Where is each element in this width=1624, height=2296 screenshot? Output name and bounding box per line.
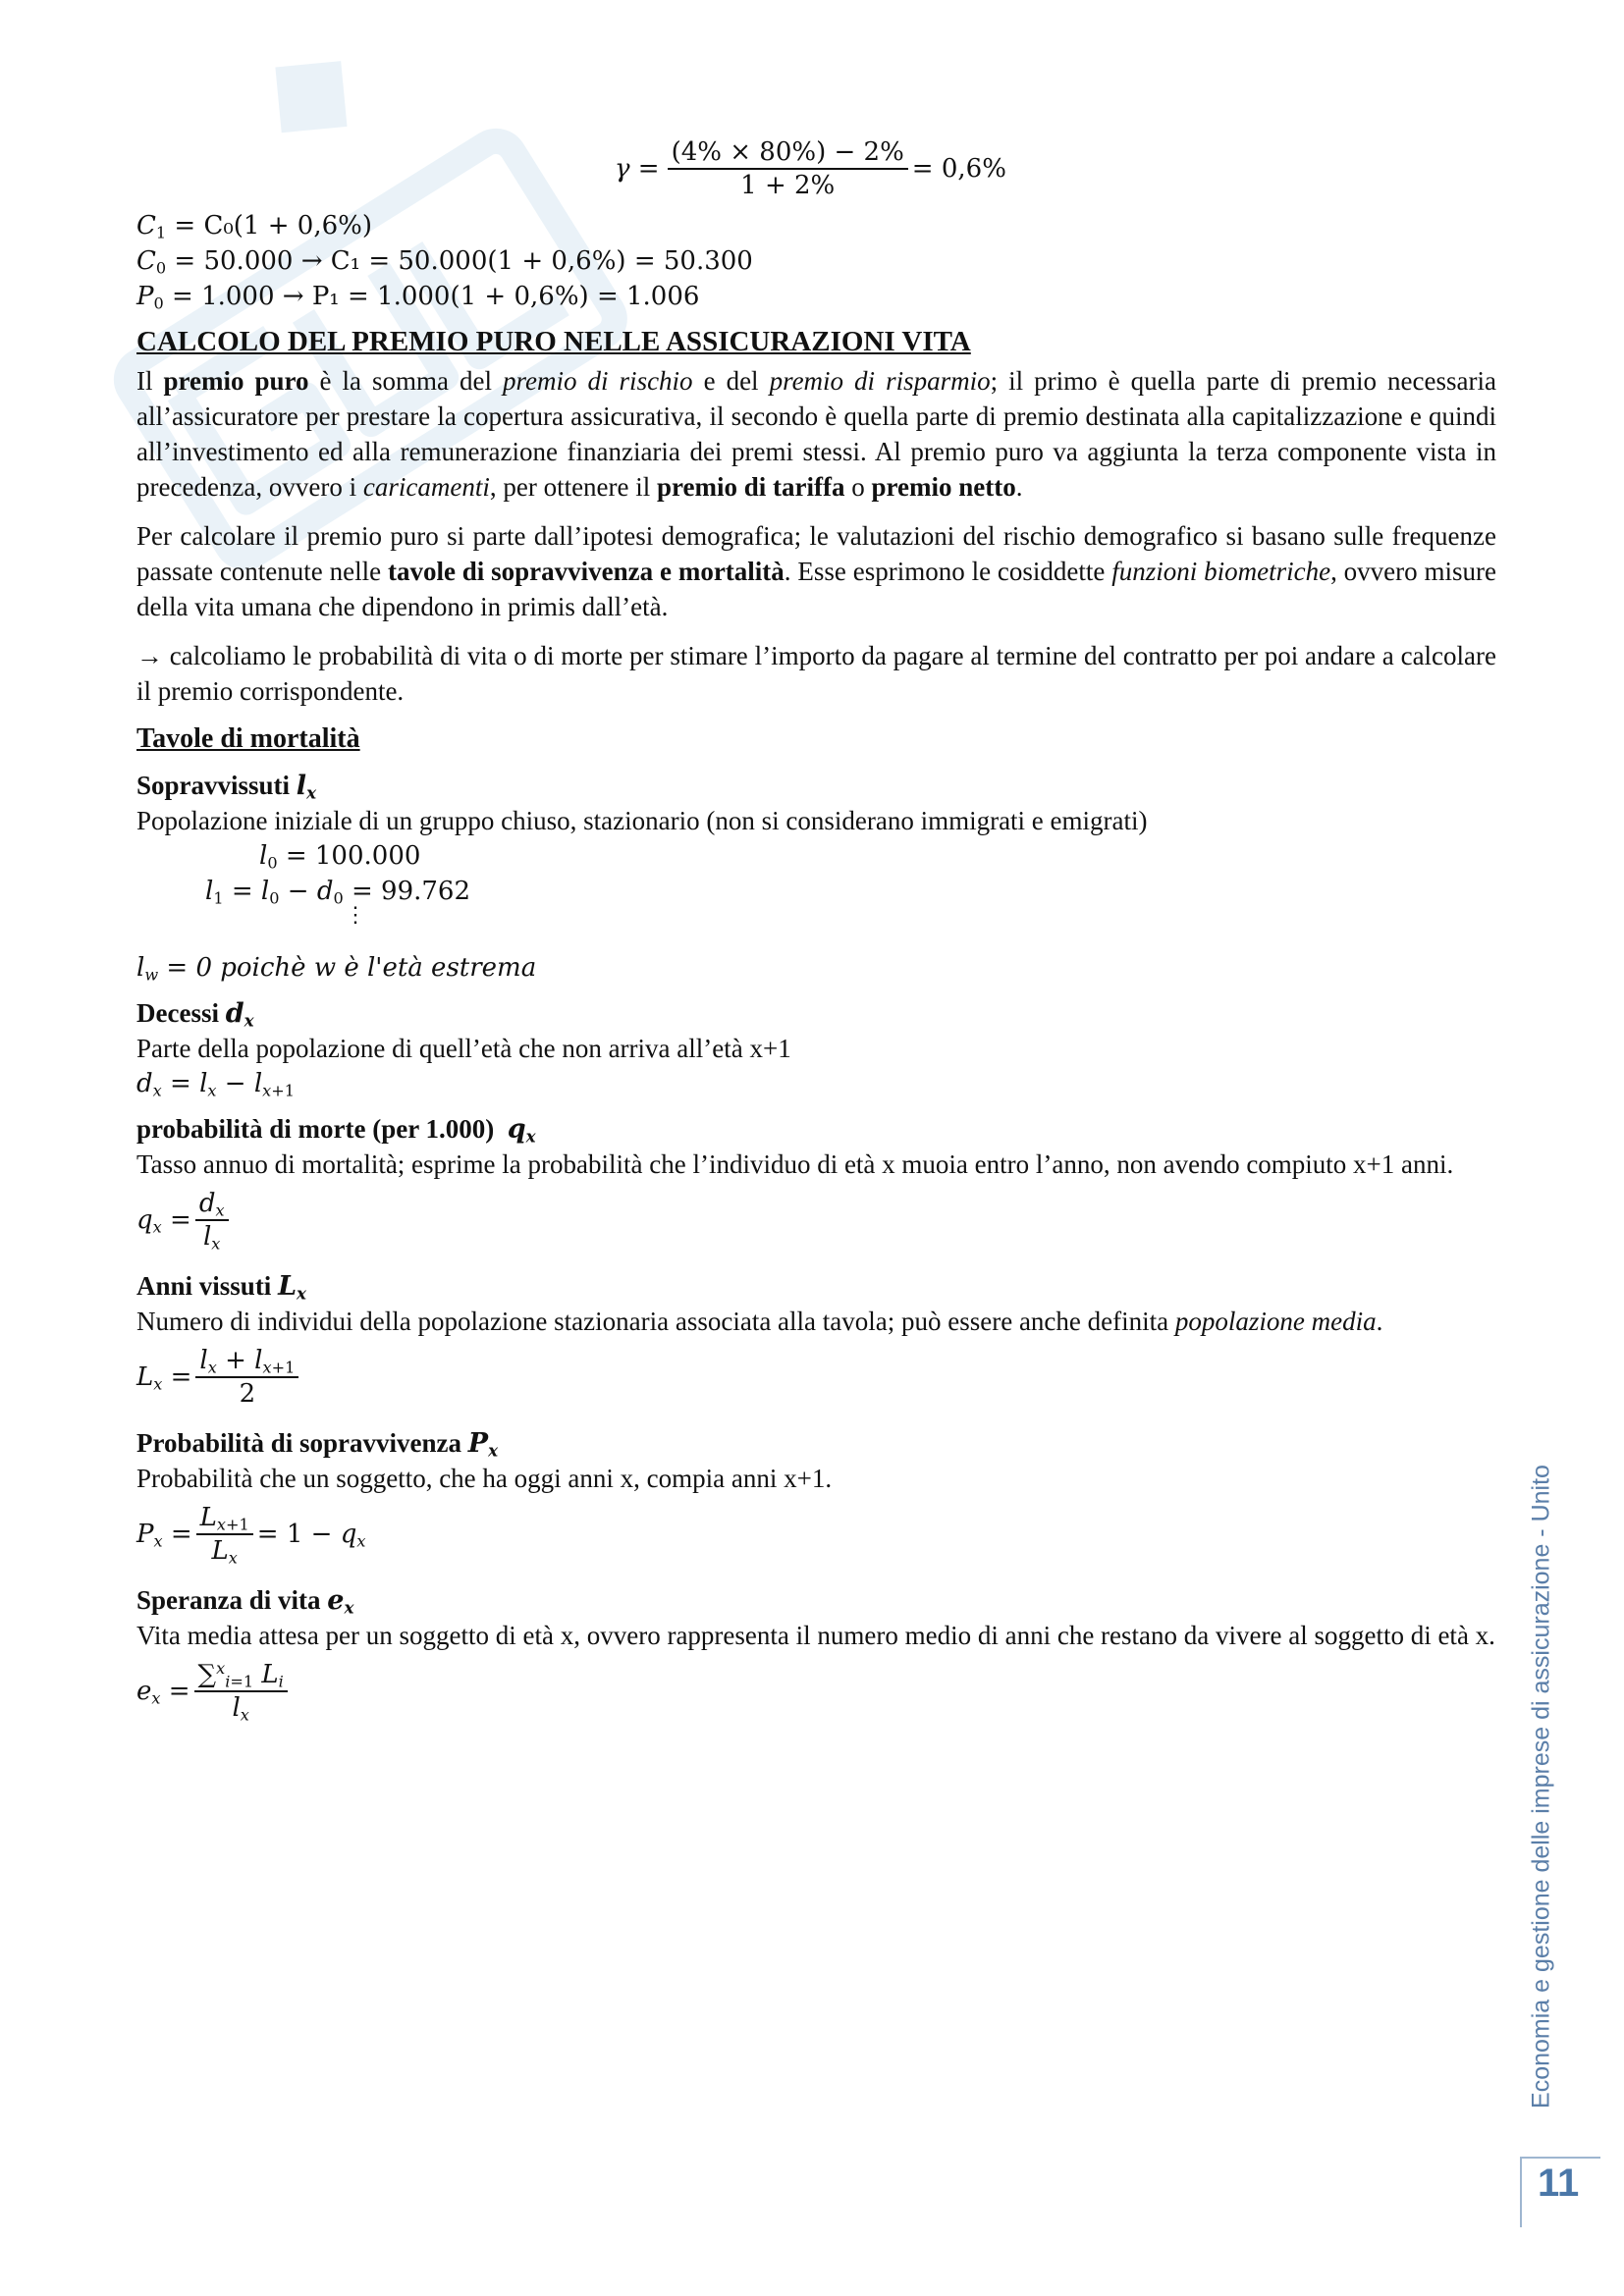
term-premio-rischio: premio di rischio <box>503 366 693 396</box>
term-premio-tariffa: premio di tariffa <box>657 472 845 502</box>
Px-fraction: $\frac{L_{x+1}}{L_x}$ <box>196 1502 253 1567</box>
morte-desc: Tasso annuo di mortalità; esprime la probabilità che l’individuo di età x muoia entro l’anno, non avendo compiuto x+1 anni. <box>136 1149 1454 1179</box>
qx-fraction: $\frac{d_x}{l_x}$ <box>195 1188 229 1253</box>
page-number: 11 <box>1538 2162 1580 2205</box>
sopravvivenza-title: Probabilità di sopravvivenza <box>136 1428 462 1458</box>
Px-tail: = 1 − <box>256 1520 333 1549</box>
gamma-formula <box>136 130 1496 208</box>
intro-text: , ovvero misure della vita umana che dipendono in primis dall’età. <box>136 557 1496 621</box>
ex-fraction: $\frac{\sum^x_{i=1} L_i}{l_x}$ <box>194 1659 288 1724</box>
c0-formula: $C_0 = 50.000 \to C_1 = 50.000(1 + 0,6\%) = 50.300$ <box>136 246 753 278</box>
term-premio-netto: premio netto <box>871 472 1016 502</box>
l1-formula: $l_1 = l_0 - d_0 = 99.762$ <box>205 877 471 908</box>
vertical-ellipsis: ⋮ <box>345 903 366 928</box>
intro-text: Il <box>136 366 164 396</box>
intro-text: ; il primo è quella parte di premio necessaria all’assicuratore per prestare la copertura assicurativa, il secondo è quella parte di premio destinata alla capitalizzazione e quindi all’investimento ed alla remunerazione finanziaria dei premi stessi. Al premio puro va aggiunta la terza componente vista in precedenza, ovvero i <box>136 366 1496 502</box>
term-tavole: tavole di sopravvivenza e mortalità <box>387 557 785 586</box>
sidebar <box>1520 1399 1563 2174</box>
anni-vissuti-title: Anni vissuti <box>136 1271 272 1301</box>
sopravvivenza-desc: Probabilità che un soggetto, che ha oggi anni x, compia anni x+1. <box>136 1464 833 1493</box>
p0-formula: $P_0 = 1.000 \to P_1 = 1.000(1 + 0,6\%) = 1.006$ <box>136 282 700 313</box>
sopravvissuti-title: Sopravvissuti <box>136 771 291 800</box>
decessi-title: Decessi <box>136 998 219 1028</box>
morte-heading: probabilità di morte (per 1.000) $q_x$ <box>136 1114 536 1147</box>
gamma-lhs: γ = <box>615 154 660 184</box>
intro-text: o <box>844 472 872 502</box>
intro-text: e del <box>692 366 770 396</box>
decessi-heading: Decessi $d_x$ <box>136 998 254 1031</box>
gamma-fraction <box>668 136 908 201</box>
speranza-title: Speranza di vita <box>136 1585 321 1615</box>
term-caricamenti: caricamenti <box>362 472 490 502</box>
tables-title: Tavole di mortalità <box>136 723 360 754</box>
term-funzioni-biometriche: funzioni biometriche <box>1111 557 1331 586</box>
sopravvissuti-desc: Popolazione iniziale di un gruppo chiuso, stazionario (non si considerano immigrati e emigrati) <box>136 806 1148 835</box>
l0-formula: $l_0 = 100.000$ <box>259 841 421 873</box>
intro-text: . <box>1015 472 1023 502</box>
gamma-denominator: 1 + 2% <box>668 168 908 201</box>
intro-text: , per ottenere il <box>489 472 658 502</box>
spacer <box>136 505 1496 518</box>
qx-formula: $q_x$ = $\frac{d_x}{l_x}$ <box>136 1182 1496 1258</box>
sopravvivenza-heading: Probabilità di sopravvivenza $P_x$ <box>136 1428 499 1461</box>
anni-vissuti-text: . <box>1376 1307 1383 1336</box>
intro-text: Per calcolare il premio puro si parte dall’ipotesi demografica; le valutazioni del rischio demografico si basano sulle frequenze passate contenute nelle <box>136 521 1496 586</box>
c1-formula-text: = C₀(1 + 0,6%) <box>174 211 372 240</box>
sidebar-title: Economia e gestione delle imprese di assicurazione - Unito <box>1527 1465 1555 2109</box>
spacer <box>136 624 1496 638</box>
dx-formula: $d_x = l_x - l_{x+1}$ <box>136 1069 295 1100</box>
sidebar-divider <box>1520 2157 1600 2159</box>
lw-text: = 0 poichè w è l'età estrema <box>166 953 537 983</box>
l1-value: = 99.762 <box>351 877 471 906</box>
anni-vissuti-heading: Anni vissuti $L_x$ <box>136 1271 307 1304</box>
l0-value: = 100.000 <box>285 841 421 871</box>
speranza-desc: Vita media attesa per un soggetto di età x, ovvero rappresenta il numero medio di anni che restano da vivere al soggetto di età x. <box>136 1621 1495 1650</box>
decessi-desc: Parte della popolazione di quell’età che non arriva all’età x+1 <box>136 1034 791 1063</box>
term-premio-puro: premio puro <box>163 366 309 396</box>
term-popolazione-media: popolazione media <box>1174 1307 1377 1336</box>
intro-text: è la somma del <box>308 366 504 396</box>
sidebar-divider-vertical <box>1520 2159 1522 2227</box>
gamma-result: = 0,6% <box>911 154 1006 184</box>
Px-formula: $P_x$ = $\frac{L_{x+1}}{L_x}$ = $1 - q_x$ <box>136 1503 366 1568</box>
Lx-denominator: 2 <box>195 1376 298 1410</box>
section-title: CALCOLO DEL PREMIO PURO NELLE ASSICURAZIONI VITA <box>136 326 971 357</box>
lw-formula: $l_w = 0$ poichè w è l'età estrema <box>136 953 537 985</box>
intro-paragraph-1 <box>136 363 1496 505</box>
c0-formula-text: = 50.000 → C₁ = 50.000(1 + 0,6%) = 50.300 <box>174 246 753 276</box>
Lx-fraction: $\frac{l_x + l_{x+1}}{2}$ <box>195 1345 298 1410</box>
Lx-formula: $L_x$ = $\frac{l_x + l_{x+1}}{2}$ <box>136 1339 1496 1415</box>
anni-vissuti-desc <box>136 1304 1496 1339</box>
morte-title: probabilità di morte (per 1.000) <box>136 1114 495 1144</box>
ex-formula: $e_x$ = $\frac{\sum^x_{i=1} L_i}{l_x}$ <box>136 1653 1496 1730</box>
speranza-heading: Speranza di vita $e_x$ <box>136 1585 354 1618</box>
page-content <box>136 130 1496 1730</box>
c1-formula: $C_1 = C_0(1 + 0,6\%)$ <box>136 211 372 242</box>
gamma-numerator: (4% × 80%) − 2% <box>671 137 904 167</box>
term-premio-risparmio: premio di risparmio <box>769 366 991 396</box>
intro-text: . Esse esprimono le cosiddette <box>784 557 1112 586</box>
intro-paragraph-3: → calcoliamo le probabilità di vita o di morte per stimare l’importo da pagare al termine del contratto per poi andare a calcolare il premio corrispondente. <box>136 641 1496 706</box>
intro-paragraph-2 <box>136 518 1496 624</box>
anni-vissuti-text: Numero di individui della popolazione stazionaria associata alla tavola; può essere anche definita <box>136 1307 1175 1336</box>
p0-formula-text: = 1.000 → P₁ = 1.000(1 + 0,6%) = 1.006 <box>172 282 700 311</box>
sopravvissuti-heading: Sopravvissuti $l_x$ <box>136 771 317 803</box>
